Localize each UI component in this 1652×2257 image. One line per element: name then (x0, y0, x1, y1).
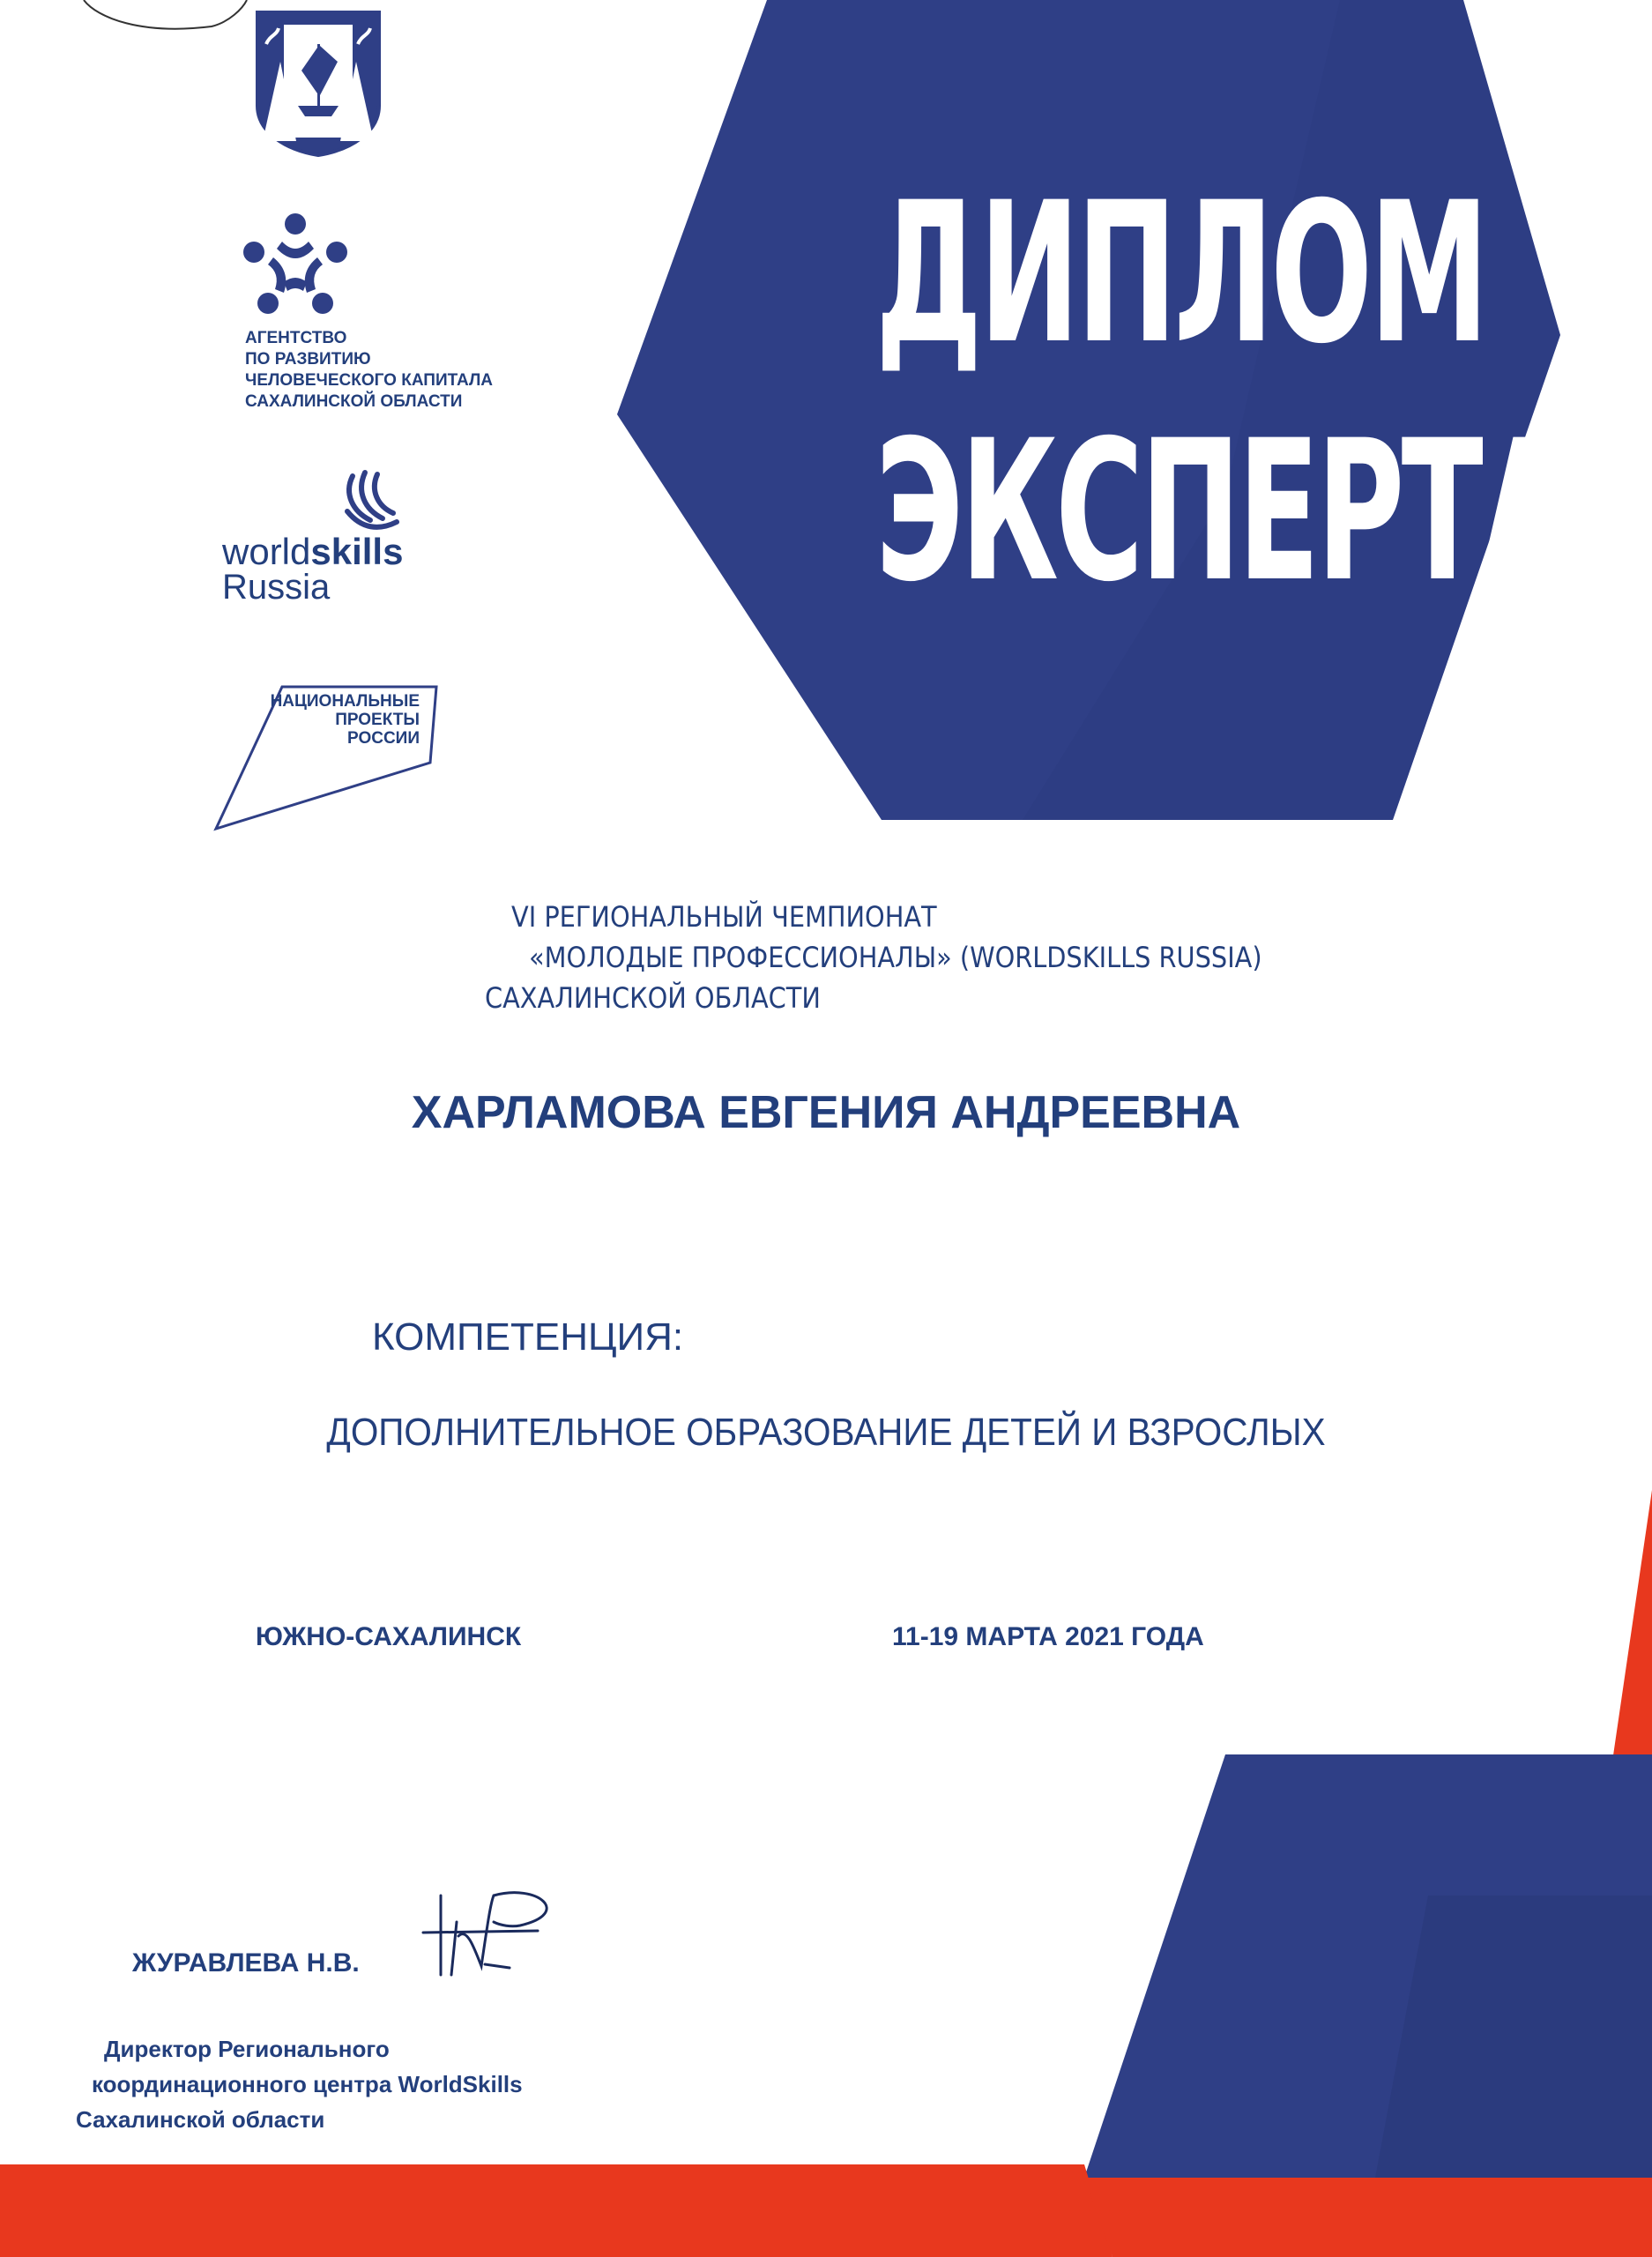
worldskills-world: world (222, 531, 311, 572)
competence-value: ДОПОЛНИТЕЛЬНОЕ ОБРАЗОВАНИЕ ДЕТЕЙ И ВЗРОСЛЫХ (326, 1411, 1326, 1454)
worldskills-russia: Russia (222, 568, 331, 607)
red-band-bottom-right (1084, 2178, 1652, 2257)
agency-name (245, 328, 493, 413)
diploma-title-line1: ДИПЛОМ (875, 160, 1486, 386)
competence-label: КОМПЕТЕНЦИЯ: (372, 1315, 684, 1359)
worldskills-logo (222, 531, 404, 607)
red-band-bottom (0, 2164, 1112, 2257)
championship-line1: VI РЕГИОНАЛЬНЫЙ ЧЕМПИОНАТ (511, 900, 937, 934)
diploma-title-line2: ЭКСПЕРТА (875, 399, 1570, 624)
worldskills-emblem-icon (335, 467, 406, 538)
signer-title-line1: Директор Регионального (104, 2036, 390, 2062)
worldskills-skills: skills (310, 531, 404, 572)
recipient-name: ХАРЛАМОВА ЕВГЕНИЯ АНДРЕЕВНА (411, 1087, 1241, 1138)
np-line: РОССИИ (347, 729, 420, 748)
pen-mark (84, 0, 247, 29)
signer-title-line2: координационного центра WorldSkills (92, 2071, 523, 2097)
agency-line: АГЕНТСТВО (245, 329, 347, 347)
signer-name: ЖУРАВЛЕВА Н.В. (132, 1948, 360, 1978)
signer-title-line3: Сахалинской области (76, 2106, 325, 2133)
agency-line: САХАЛИНСКОЙ ОБЛАСТИ (245, 392, 463, 411)
np-line: НАЦИОНАЛЬНЫЕ (270, 692, 420, 711)
np-line: ПРОЕКТЫ (335, 711, 420, 729)
championship-line2: «МОЛОДЫЕ ПРОФЕССИОНАЛЫ» (WORLDSKILLS RUSSIA) (529, 941, 1262, 974)
event-city: ЮЖНО-САХАЛИНСК (256, 1622, 522, 1651)
national-projects-text (264, 692, 420, 748)
event-dates: 11-19 МАРТА 2021 ГОДА (892, 1622, 1204, 1651)
handwritten-signature (406, 1878, 582, 1984)
coat-of-arms-icon (254, 9, 383, 159)
championship-line3: САХАЛИНСКОЙ ОБЛАСТИ (485, 981, 821, 1015)
agency-line: ПО РАЗВИТИЮ (245, 350, 371, 369)
agency-logo-icon (238, 212, 353, 322)
agency-line: ЧЕЛОВЕЧЕСКОГО КАПИТАЛА (245, 371, 494, 390)
